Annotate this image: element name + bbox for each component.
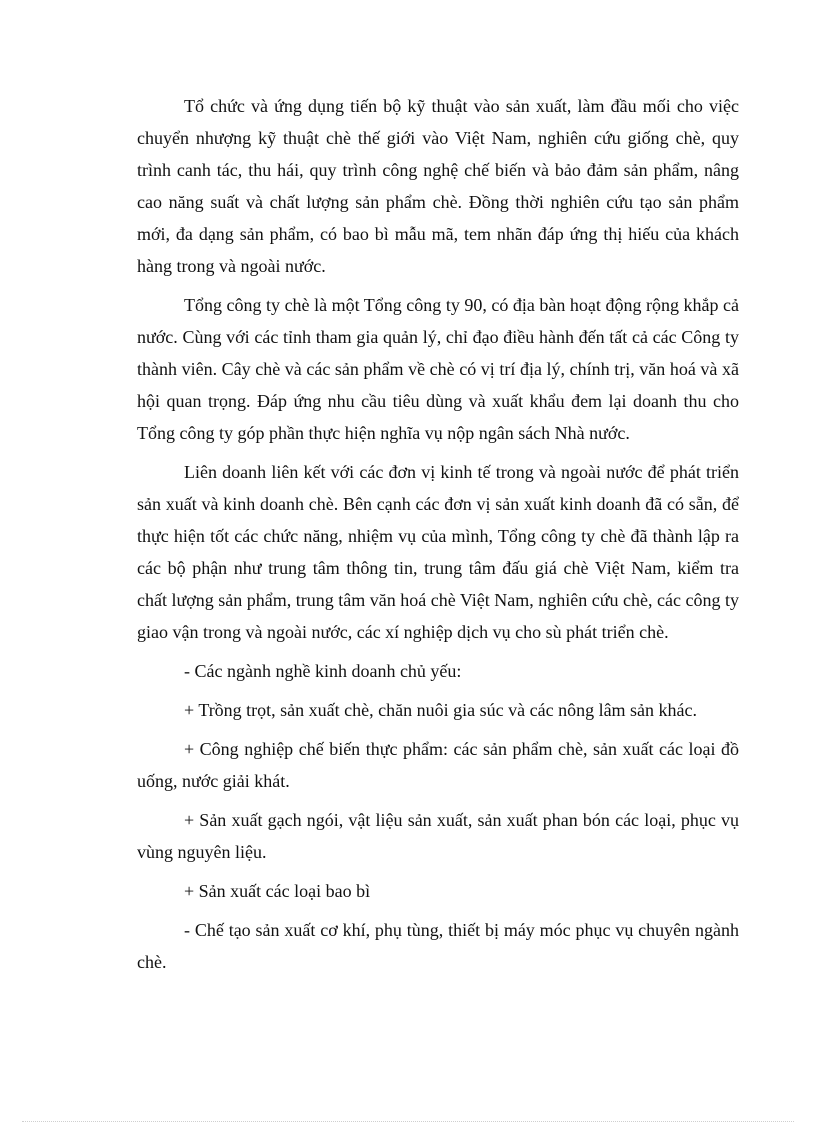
paragraph-joint-ventures: Liên doanh liên kết với các đơn vị kinh tế trong và ngoài nước để phát triển sản xuất và kinh doanh chè. Bên cạnh các đơn vị sản xuất kinh doanh đã có sẵn, để thực hiện tốt các chức năng, nhiệm vụ của mình, Tổng công ty chè đã thành lập ra các bộ phận như trung tâm thông tin, trung tâm đấu giá chè Việt Nam, kiểm tra chất lượng sản phẩm, trung tâm văn hoá chè Việt Nam, nghiên cứu chè, các công ty giao vận trong và ngoài nước, các xí nghiệp dịch vụ cho sù phát triển chè. bbox=[137, 462, 739, 642]
business-line-item: + Công nghiệp chế biến thực phẩm: các sản phẩm chè, sản xuất các loại đồ uống, nước giải khát. bbox=[137, 739, 739, 791]
paragraph-mechanical-manufacturing: - Chế tạo sản xuất cơ khí, phụ tùng, thiết bị máy móc phục vụ chuyên ngành chè. bbox=[137, 920, 739, 972]
document-body bbox=[137, 90, 739, 985]
business-line-item: + Sản xuất các loại bao bì bbox=[184, 881, 371, 901]
paragraph-corporation-overview: Tổng công ty chè là một Tổng công ty 90, có địa bàn hoạt động rộng khắp cả nước. Cùng với các tỉnh tham gia quản lý, chỉ đạo điều hành đến tất cả các Công ty thành viên. Cây chè và các sản phẩm về chè có vị trí địa lý, chính trị, văn hoá và xã hội quan trọng. Đáp ứng nhu cầu tiêu dùng và xuất khẩu đem lại doanh thu cho Tổng công ty góp phần thực hiện nghĩa vụ nộp ngân sách Nhà nước. bbox=[137, 295, 739, 443]
business-line-item: + Sản xuất gạch ngói, vật liệu sản xuất, sản xuất phan bón các loại, phục vụ vùng nguyên liệu. bbox=[137, 810, 739, 862]
paragraph-research: Tổ chức và ứng dụng tiến bộ kỹ thuật vào sản xuất, làm đầu mối cho việc chuyển nhượng kỹ thuật chè thế giới vào Việt Nam, nghiên cứu giống chè, quy trình canh tác, thu hái, quy trình công nghệ chế biến và bảo đảm sản phẩm, nâng cao năng suất và chất lượng sản phẩm chè. Đồng thời nghiên cứu tạo sản phẩm mới, đa dạng sản phẩm, có bao bì mẫu mã, tem nhãn đáp ứng thị hiếu của khách hàng trong và ngoài nước. bbox=[137, 96, 739, 276]
business-line-item: + Trồng trọt, sản xuất chè, chăn nuôi gia súc và các nông lâm sản khác. bbox=[184, 700, 698, 720]
business-lines-heading: - Các ngành nghề kinh doanh chủ yếu: bbox=[184, 661, 462, 681]
page-bottom-divider bbox=[22, 1121, 794, 1122]
